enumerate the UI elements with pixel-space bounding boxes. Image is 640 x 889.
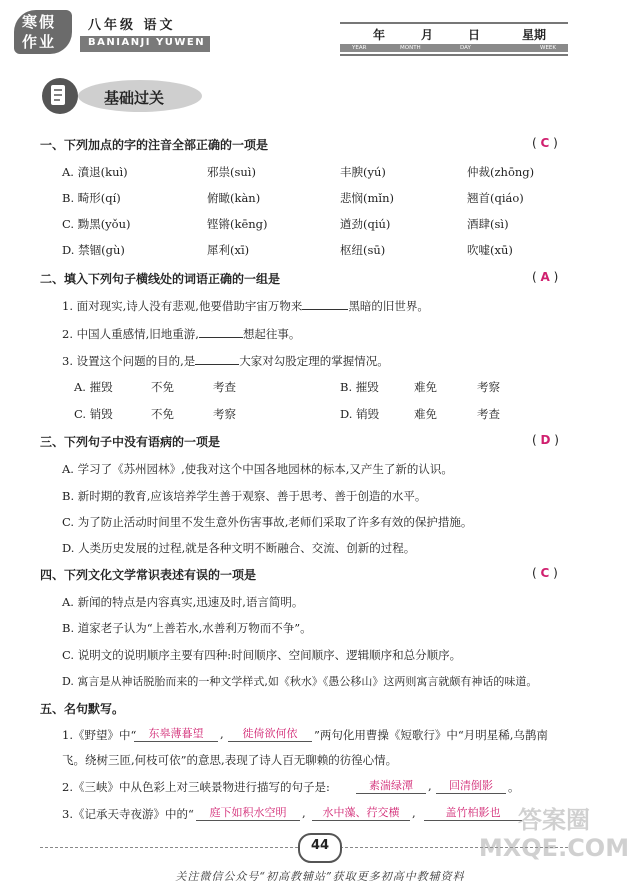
q1-opt-d-2: 犀利(xī): [207, 243, 250, 257]
q5-fill-7: 盖竹柏影也: [424, 804, 522, 821]
header-grade-subject: 八年级 语文: [88, 18, 176, 33]
q5-line1-part2: ”两句化用曹操《短歌行》中“月明星稀,乌鹊南: [314, 728, 548, 742]
q2-opt-a-1: A. 摧毁: [74, 380, 113, 394]
q4-opt-a: A. 新闻的特点是内容真实,迅速及时,语言简明。: [62, 595, 304, 609]
q2-s2-part1: 2. 中国人重感情,旧地重游,: [62, 327, 199, 341]
q3-answer-value: D: [540, 433, 551, 447]
date-label-week: 星期: [522, 28, 547, 42]
q2-opt-d-2: 难免: [414, 407, 437, 421]
q2-answer-value: A: [540, 270, 550, 284]
q2-opt-c-2: 不免: [151, 407, 174, 421]
q2-opt-a-2: 不免: [151, 380, 174, 394]
q1-opt-c-2: 铿锵(kēng): [207, 217, 268, 231]
q4-opt-c: C. 说明文的说明顺序主要有四种:时间顺序、空间顺序、逻辑顺序和总分顺序。: [62, 648, 462, 662]
q5-line1-part3: 飞。绕树三匝,何枝可依”的意思,表现了诗人百无聊赖的彷徨心情。: [62, 753, 398, 767]
q1-title: 一、下列加点的字的注音全部正确的一项是: [40, 138, 269, 152]
watermark: 答案圈 MXQE.COM: [478, 806, 630, 862]
q2-sentence-2: [62, 326, 300, 342]
q2-sentence-3: [62, 353, 389, 369]
section-badge-label: 基础过关: [104, 89, 165, 107]
q2-s3-part1: 3. 设置这个问题的目的,是: [62, 354, 196, 368]
q5-line3-comma1: ,: [302, 806, 306, 820]
q1-opt-b-1: B. 畸形(qí): [62, 191, 121, 205]
header-date-stripe: [340, 44, 568, 52]
q2-opt-b-1: B. 摧毁: [340, 380, 379, 394]
q4-answer: ( C ): [532, 566, 558, 580]
date-sub-month: MONTH: [400, 45, 421, 51]
q2-opt-d-1: D. 销毁: [340, 407, 380, 421]
q2-sentence-1: [62, 298, 429, 314]
q2-answer: ( A ): [532, 270, 559, 284]
q1-opt-a-1: A. 濆退(kuì): [62, 165, 128, 179]
q3-opt-c: C. 为了防止活动时间里不发生意外伤害事故,老师们采取了许多有效的保护措施。: [62, 515, 473, 529]
q1-opt-c-3: 遒劲(qiú): [340, 217, 391, 231]
q3-title: 三、下列句子中没有语病的一项是: [40, 435, 221, 449]
q1-opt-d-3: 枢纽(sū): [340, 243, 386, 257]
date-sub-year: YEAR: [352, 45, 367, 51]
q1-answer-value: C: [540, 136, 550, 150]
q1-opt-a-2: 邪祟(suì): [207, 165, 256, 179]
q5-fill-6: 水中藻、荇交横: [312, 804, 410, 821]
q2-opt-b-3: 考察: [477, 380, 500, 394]
q5-line3-part1: 3.《记承天寺夜游》中的“: [62, 807, 194, 821]
q4-answer-value: C: [540, 566, 550, 580]
q2-s1-part2: 黑暗的旧世界。: [348, 299, 429, 313]
q2-s3-part2: 大家对勾股定理的掌握情况。: [239, 354, 389, 368]
q5-fill-1: 东皋薄暮望: [134, 725, 218, 742]
q1-opt-d-4: 吹嘘(xū): [467, 243, 513, 257]
q2-title: 二、填入下列句子横线处的词语正确的一组是: [40, 272, 281, 286]
header-badge-line2: 作业: [22, 33, 57, 51]
date-sub-week: WEEK: [540, 45, 556, 51]
q1-answer: ( C ): [532, 136, 558, 150]
q5-fill-2: 徙倚欲何依: [228, 725, 312, 742]
date-label-year: 年: [373, 28, 386, 42]
q5-line3-comma2: ,: [412, 806, 416, 820]
q5-title: 五、名句默写。: [40, 702, 125, 716]
q1-opt-c-1: C. 黝黑(yǒu): [62, 217, 131, 231]
date-label-month: 月: [421, 28, 434, 42]
q1-opt-b-3: 悲悯(mǐn): [340, 191, 394, 205]
q5-line2-comma: ,: [428, 779, 432, 793]
q5-line1-part1: 1.《野望》中“: [62, 728, 137, 742]
footer-text: 关注微信公众号“初高教辅站”获取更多初高中教辅资料: [175, 870, 465, 883]
q2-opt-d-3: 考查: [477, 407, 500, 421]
q5-line1-comma: ,: [220, 727, 224, 741]
q2-s2-part2: 想起往事。: [242, 327, 301, 341]
q2-opt-c-3: 考察: [213, 407, 236, 421]
q2-opt-b-2: 难免: [414, 380, 437, 394]
q2-s3-blank: [195, 354, 239, 365]
q3-opt-b: B. 新时期的教育,应该培养学生善于观察、善于思考、善于创造的水平。: [62, 489, 427, 503]
q2-s2-blank: [199, 327, 243, 338]
q5-fill-3: 素湍绿潭: [356, 777, 426, 794]
page-number: 44: [310, 838, 330, 853]
q3-opt-a: A. 学习了《苏州园林》,使我对这个中国各地园林的标本,又产生了新的认识。: [62, 462, 453, 476]
q1-opt-b-4: 翘首(qiáo): [467, 191, 524, 205]
q4-opt-d: D. 寓言是从神话脱胎而来的一种文学样式,如《秋水》《愚公移山》这两则寓言就颇有神话的味道。: [62, 675, 538, 688]
q1-opt-d-1: D. 禁锢(gù): [62, 243, 125, 257]
date-label-day: 日: [468, 28, 481, 42]
date-sub-day: DAY: [460, 45, 471, 51]
q1-opt-a-4: 仲裁(zhōng): [467, 165, 535, 179]
header-badge-line1: 寒假: [22, 13, 57, 31]
q5-line2-part1: 2.《三峡》中从色彩上对三峡景物进行描写的句子是:: [62, 780, 330, 794]
q5-fill-5: 庭下如积水空明: [196, 804, 300, 821]
q1-opt-c-4: 酒肆(sì): [467, 217, 509, 231]
q3-answer: ( D ): [532, 433, 559, 447]
q4-title: 四、下列文化文学常识表述有误的一项是: [40, 568, 257, 582]
q2-s1-blank: [302, 299, 348, 310]
q1-opt-b-2: 俯瞰(kàn): [207, 191, 261, 205]
q2-opt-a-3: 考查: [213, 380, 236, 394]
header-pinyin-title: BANIANJI YUWEN: [88, 37, 206, 48]
q3-opt-d: D. 人类历史发展的过程,就是各种文明不断融合、交流、创新的过程。: [62, 541, 416, 555]
q2-s1-part1: 1. 面对现实,诗人没有悲观,他要借助宇宙万物来: [62, 299, 303, 313]
q1-opt-a-3: 丰腴(yú): [340, 165, 386, 179]
q5-line2-period: 。: [508, 780, 520, 794]
q4-opt-b: B. 道家老子认为“上善若水,水善利万物而不争”。: [62, 621, 312, 635]
q5-fill-4: 回清倒影: [436, 777, 506, 794]
q2-opt-c-1: C. 销毁: [74, 407, 113, 421]
